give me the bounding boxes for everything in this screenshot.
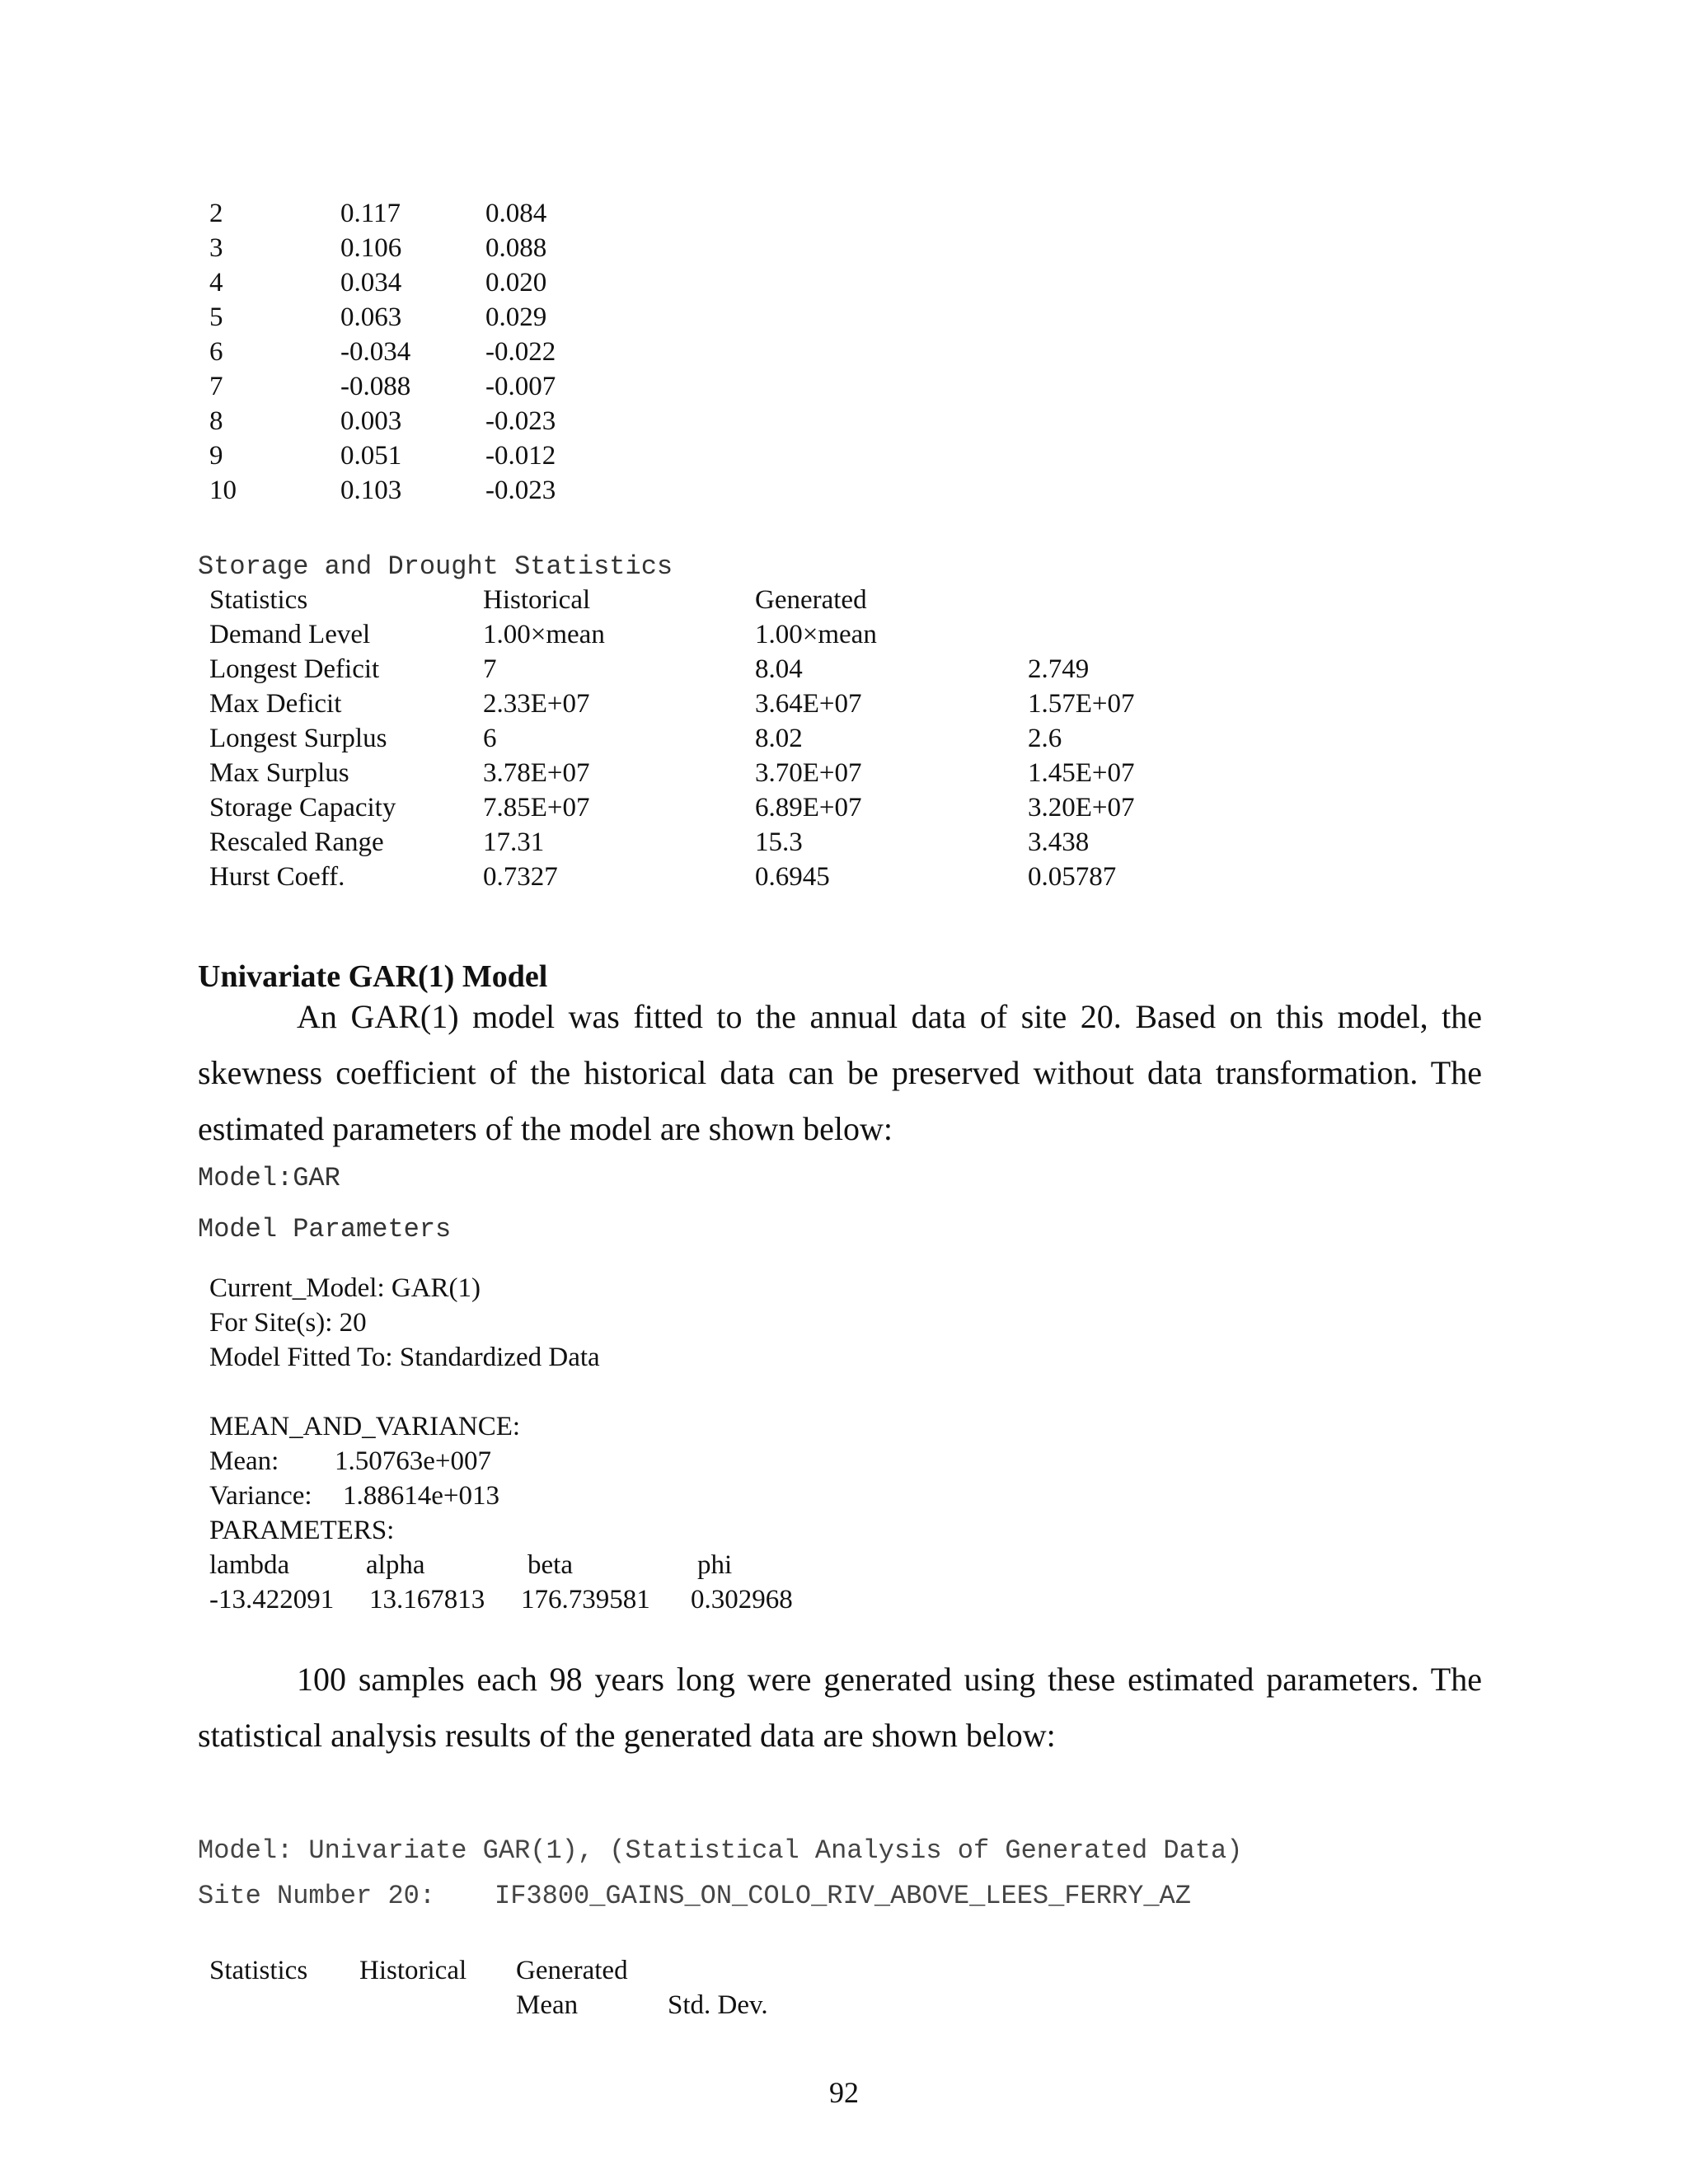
param-name-phi: phi (697, 1550, 733, 1580)
lag-cell: 3 (209, 233, 223, 263)
value-cell: 7 (483, 654, 497, 684)
statistic-label: Max Deficit (209, 689, 342, 719)
statistic-label: Longest Deficit (209, 654, 380, 684)
intro-paragraph-text: An GAR(1) model was fitted to the annual data of site 20. Based on this model, the skewness coefficient of the historical data can be preserved without data transformation. The estimated parameters of the model are shown below: (198, 998, 1482, 1147)
mean-label: Mean: (209, 1446, 279, 1476)
value-cell: 0.7327 (483, 862, 558, 892)
site-name: IF3800_GAINS_ON_COLO_RIV_ABOVE_LEES_FERRY_AZ (495, 1881, 1191, 1911)
value-cell: 0.103 (340, 476, 402, 505)
value-cell: 0.05787 (1028, 862, 1117, 892)
value-cell: 6.89E+07 (755, 793, 862, 823)
value-cell: 3.70E+07 (755, 758, 862, 788)
value-cell: 7.85E+07 (483, 793, 590, 823)
value-cell: 0.084 (485, 199, 547, 228)
storage-heading: Storage and Drought Statistics (198, 551, 673, 582)
param-value-phi: 0.302968 (691, 1585, 793, 1615)
value-cell: 2.33E+07 (483, 689, 590, 719)
model-parameters-heading: Model Parameters (198, 1214, 452, 1244)
value-cell: 1.00×mean (755, 620, 877, 649)
value-cell: 0.6945 (755, 862, 830, 892)
statistic-label: Max Surplus (209, 758, 349, 788)
value-cell: 0.063 (340, 302, 402, 332)
value-cell: 1.00×mean (483, 620, 605, 649)
intro-paragraph (198, 989, 1482, 1157)
value-cell: 17.31 (483, 827, 545, 857)
value-cell: 0.051 (340, 441, 402, 471)
lag-cell: 8 (209, 406, 223, 436)
generation-paragraph-text: 100 samples each 98 years long were generated using these estimated parameters. The statistical analysis results of the generated data are shown below: (198, 1661, 1482, 1754)
mean-value: 1.50763e+007 (335, 1446, 492, 1476)
value-cell: -0.012 (485, 441, 556, 471)
value-cell: -0.034 (340, 337, 411, 367)
value-cell: 15.3 (755, 827, 803, 857)
fitted-to: Model Fitted To: Standardized Data (209, 1343, 600, 1372)
value-cell: -0.007 (485, 372, 556, 401)
statistic-label: Storage Capacity (209, 793, 396, 823)
model-line: Model:GAR (198, 1163, 340, 1193)
value-cell: 8.04 (755, 654, 803, 684)
analysis-model-line: Model: Univariate GAR(1), (Statistical Analysis of Generated Data) (198, 1835, 1243, 1866)
for-sites: For Site(s): 20 (209, 1308, 367, 1338)
value-cell: -0.023 (485, 476, 556, 505)
header-cell: Historical (483, 585, 591, 615)
value-cell: -0.022 (485, 337, 556, 367)
param-value-lambda: -13.422091 (209, 1585, 335, 1615)
variance-value: 1.88614e+013 (343, 1481, 500, 1511)
value-cell: 8.02 (755, 724, 803, 753)
header-cell: Generated (755, 585, 867, 615)
statistic-label: Hurst Coeff. (209, 862, 345, 892)
value-cell: 1.45E+07 (1028, 758, 1135, 788)
lag-cell: 4 (209, 268, 223, 298)
value-cell: 2.6 (1028, 724, 1062, 753)
mean-variance-heading: MEAN_AND_VARIANCE: (209, 1412, 521, 1441)
site-number-label: Site Number 20: (198, 1881, 436, 1911)
analysis-sub-std: Std. Dev. (668, 1990, 768, 2020)
statistic-label: Rescaled Range (209, 827, 384, 857)
value-cell: -0.023 (485, 406, 556, 436)
variance-label: Variance: (209, 1481, 312, 1511)
page-number: 92 (829, 2076, 859, 2109)
header-cell: Statistics (209, 585, 308, 615)
value-cell: 1.57E+07 (1028, 689, 1135, 719)
value-cell: -0.088 (340, 372, 411, 401)
param-name-lambda: lambda (209, 1550, 290, 1580)
value-cell: 0.088 (485, 233, 547, 263)
parameters-heading: PARAMETERS: (209, 1516, 395, 1545)
param-value-beta: 176.739581 (521, 1585, 650, 1615)
value-cell: 0.034 (340, 268, 402, 298)
analysis-col-generated: Generated (516, 1956, 628, 1985)
value-cell: 2.749 (1028, 654, 1090, 684)
value-cell: 3.20E+07 (1028, 793, 1135, 823)
value-cell: 3.78E+07 (483, 758, 590, 788)
value-cell: 6 (483, 724, 497, 753)
value-cell: 3.64E+07 (755, 689, 862, 719)
lag-cell: 5 (209, 302, 223, 332)
lag-cell: 9 (209, 441, 223, 471)
param-value-alpha: 13.167813 (369, 1585, 485, 1615)
lag-cell: 6 (209, 337, 223, 367)
statistic-label: Demand Level (209, 620, 371, 649)
section-title: Univariate GAR(1) Model (198, 959, 548, 994)
analysis-sub-mean: Mean (516, 1990, 579, 2020)
generation-paragraph (198, 1652, 1482, 1764)
current-model: Current_Model: GAR(1) (209, 1273, 481, 1303)
analysis-col-statistics: Statistics (209, 1956, 308, 1985)
value-cell: 3.438 (1028, 827, 1090, 857)
param-name-alpha: alpha (366, 1550, 425, 1580)
value-cell: 0.106 (340, 233, 402, 263)
value-cell: 0.117 (340, 199, 401, 228)
lag-cell: 10 (209, 476, 237, 505)
lag-cell: 7 (209, 372, 223, 401)
value-cell: 0.029 (485, 302, 547, 332)
value-cell: 0.003 (340, 406, 402, 436)
value-cell: 0.020 (485, 268, 547, 298)
statistic-label: Longest Surplus (209, 724, 387, 753)
lag-cell: 2 (209, 199, 223, 228)
analysis-col-historical: Historical (359, 1956, 467, 1985)
param-name-beta: beta (528, 1550, 573, 1580)
